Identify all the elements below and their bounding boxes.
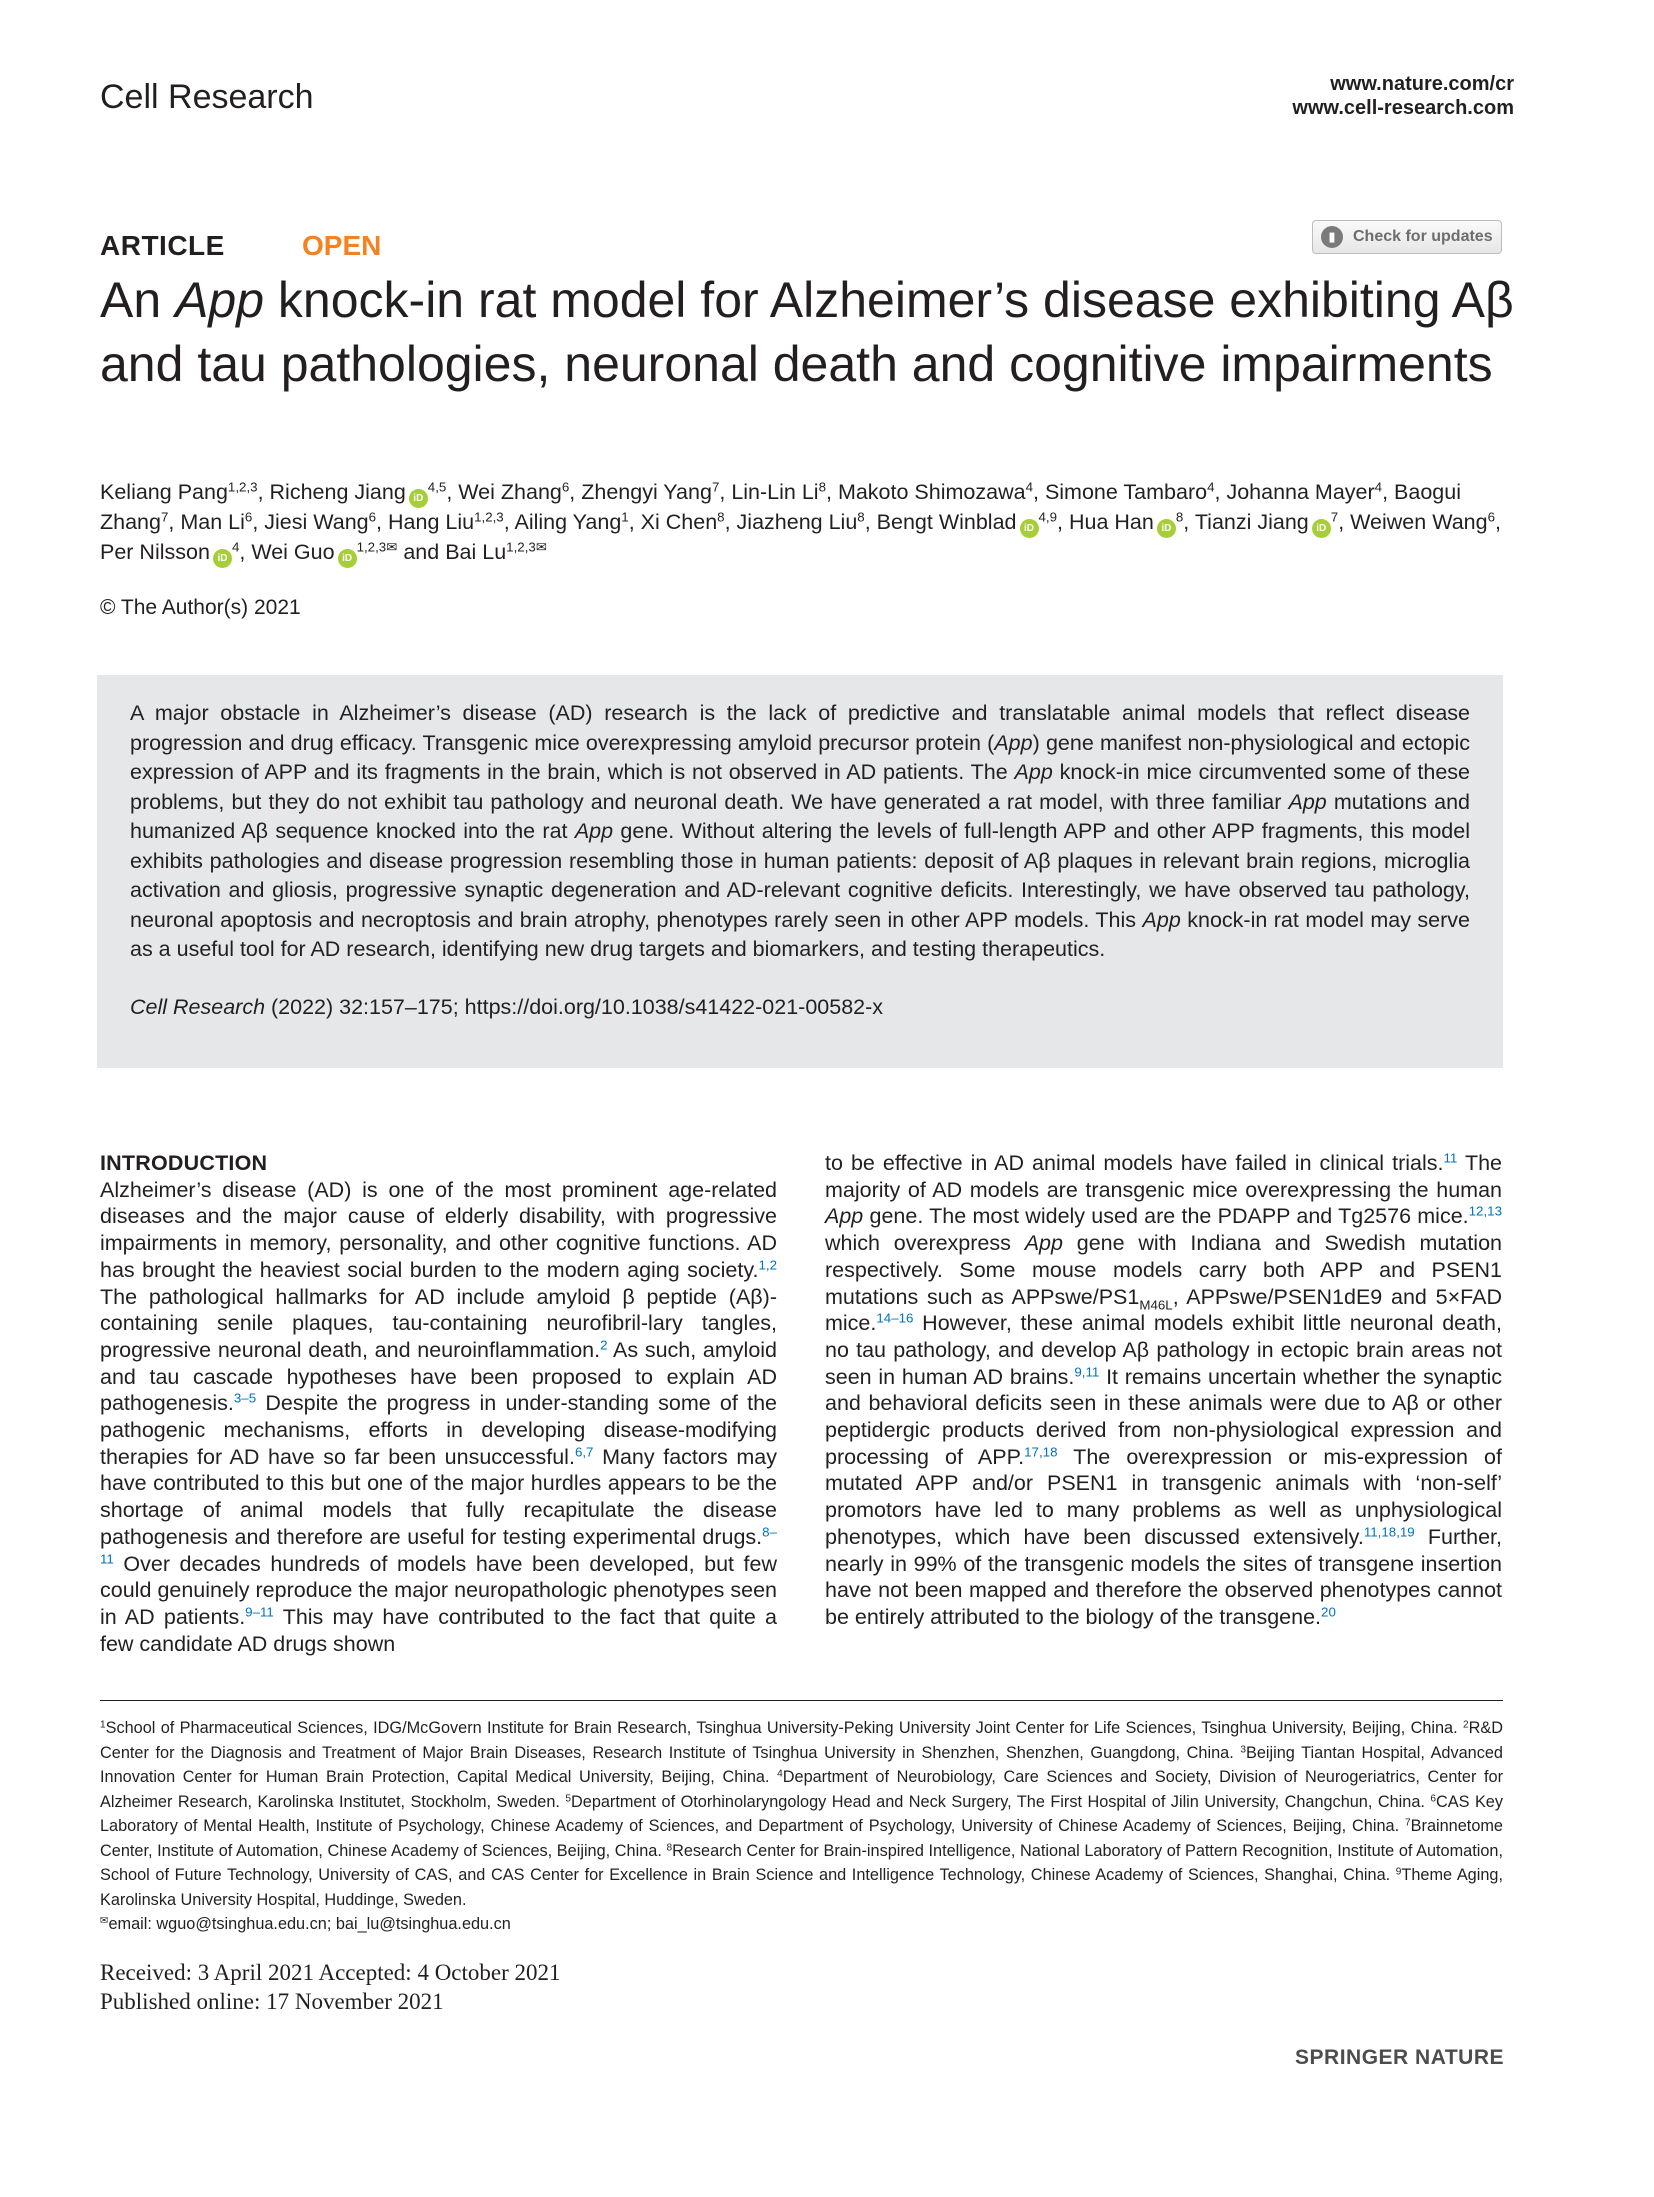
author-list: Keliang Pang$^{1,2,3}$, Richeng Jiang iD$^{4,5}$, Wei Zhang$^6$, Zhengyi Yang$^7$, Lin-Lin Li$^8$, Makoto Shimozawa$^4$, Simone Tambaro$^4$, Johanna Mayer$^4$, Baogui Zhang$^7$, Man Li$^6$, Jiesi Wang$^6$, Hang Liu$^{1,2,3}$, Ailing Yang$^1$, Xi Chen$^8$, Jiazheng Liu$^8$, Bengt Winblad iD$^{4,9}$, Hua Han $iD^8$, Tianzi Jiang $iD^7$, Weiwen Wang$^6$, Per Nilsson $iD^4$, Wei Guo $iD^{1,2,3✉}$ and Bai $Lu^{1,2,3✉}$	[100, 478, 1520, 568]
author-name[interactable]: Wei Zhang	[458, 480, 562, 504]
affiliation-number: 7	[1405, 1817, 1411, 1829]
copyright-notice: © The Author(s) 2021	[100, 596, 301, 619]
abstract-box	[97, 675, 1503, 1068]
affiliation-number: 3	[1240, 1743, 1246, 1755]
orcid-icon[interactable]: iD	[409, 489, 428, 508]
author-affiliation-marker: 7	[711, 479, 720, 495]
author-name[interactable]: Makoto Shimozawa	[837, 480, 1026, 504]
gene-name: App	[1288, 789, 1327, 814]
author-name[interactable]: Keliang Pang	[100, 480, 228, 504]
citation-line	[130, 995, 1470, 1020]
affiliation-number: 9	[1395, 1866, 1402, 1878]
bookmark-icon: ▮	[1321, 226, 1343, 248]
author-affiliation-marker: 7	[1330, 509, 1339, 525]
gene-name: App	[825, 1204, 864, 1229]
author-name[interactable]: Richeng Jiang	[269, 480, 406, 504]
abstract-text: A major obstacle in Alzheimer’s disease (AD) research is the lack of predictive and translatable animal models that reflect disease progression and drug efficacy. Transgenic mice overexpressing amyloid precursor protein (App) gene manifest non-physiological and ectopic expression of APP and its fragments in the brain, which is not observed in AD patients. The App knock-in mice circumvented some of these problems, but they do not exhibit tau pathology and neuronal death. We have generated a rat model, with three familiar App mutations and humanized Aβ sequence knocked into the rat App gene. Without altering the levels of full-length APP and other APP fragments, this model exhibits pathologies and disease progression resembling those in human patients: deposit of Aβ plaques in relevant brain regions, microglia activation and gliosis, progressive synaptic degeneration and AD-relevant cognitive deficits. Interestingly, we have observed tau pathology, neuronal apoptosis and necroptosis and brain atrophy, phenotypes rarely seen in other APP models. This App knock-in rat model may serve as a useful tool for AD research, identifying new drug targets and biomarkers, and testing therapeutics.	[130, 701, 1471, 961]
affiliation-text: R&D Center for the Diagnosis and Treatment of Major Brain Diseases, Research Institute of Tsinghua University in Shenzhen, Shenzhen, Guangdong, China.	[100, 1719, 1503, 1762]
article-type-label: ARTICLE	[100, 230, 225, 261]
orcid-icon[interactable]: iD	[1020, 519, 1039, 538]
author-affiliation-marker: 6	[1487, 509, 1495, 525]
author-affiliation-marker: 4	[1374, 479, 1383, 495]
intro-right-column: to be effective in AD animal models have failed in clinical trials.$^{11}$ The majority of AD models are transgenic mice overexpressing the human App gene. The most widely used are the PDAPP and Tg2576 mice.$^{12,13}$ which overexpress App gene with Indiana and Swedish mutation respectively. Some mouse models carry both APP and PSEN1 mutations such as APPswe/$PS1_{M46L}$, APPswe/PSEN1dE9 and 5×FAD mice.$^{14-16}$ However, these animal models exhibit little neuronal death, no tau pathology, and develop Aβ pathology in ectopic brain areas not seen in human AD brains.$^{9,11}$ It remains uncertain whether the synaptic and behavioral deficits seen in these animals were due to Aβ or other peptidergic products derived from non-physiological expression and processing of APP.$^{17,18}$ The overexpression or mis-expression of mutated APP and/or PSEN1 in transgenic animals with ‘non-self’ promotors have led to many problems as well as unphysiological phenotypes, which have been discussed extensively.$^{11,18,19}$ Further, nearly in 99% of the transgenic models the sites of transgene insertion have not been mapped and therefore the observed phenotypes cannot be entirely attributed to the biology of the transgene.$^{20}$	[825, 1150, 1503, 1629]
reference-link[interactable]: 20	[1321, 1604, 1336, 1620]
gene-name: App	[1024, 1231, 1063, 1256]
author-affiliation-marker: 4	[1025, 479, 1033, 495]
author-name[interactable]: Bengt Winblad	[876, 510, 1017, 534]
orcid-icon[interactable]: iD	[1312, 519, 1331, 538]
author-name[interactable]: Johanna Mayer	[1226, 480, 1375, 504]
email-line	[100, 1912, 1503, 1937]
author-affiliation-marker: 6	[368, 509, 377, 525]
author-name[interactable]: Jiazheng Liu	[736, 510, 858, 534]
orcid-icon[interactable]: iD	[338, 549, 357, 568]
author-name[interactable]: Xi Chen	[640, 510, 718, 534]
received-accepted-dates: Received: 3 April 2021 Accepted: 4 October 2021	[100, 1960, 561, 1985]
affiliation-text: Department of Otorhinolaryngology Head and Neck Surgery, The First Hospital of Jilin University, Changchun, China.	[571, 1792, 1431, 1811]
author-name[interactable]: Tianzi Jiang	[1194, 510, 1309, 534]
orcid-icon[interactable]: iD	[1157, 519, 1176, 538]
intro-left-column	[100, 1150, 777, 1657]
author-affiliation-marker: 8	[1175, 509, 1184, 525]
affiliation-text: CAS Key Laboratory of Mental Health, Institute of Psychology, Chinese Academy of Sciences, and Department of Psychology, University of Chinese Academy of Sciences, Beijing, China.	[100, 1792, 1503, 1835]
reference-link[interactable]: 14–16	[876, 1310, 914, 1326]
affiliation-number: 5	[565, 1792, 571, 1804]
check-for-updates-button[interactable]	[1312, 220, 1502, 254]
article-dates	[100, 1958, 561, 2016]
article-title: An App knock-in rat model for Alzheimer’s disease exhibiting Aβ and tau pathologies, neuronal death and cognitive impairments	[100, 272, 1514, 392]
author-name[interactable]: Simone Tambaro	[1044, 480, 1208, 504]
author-affiliation-marker: 4,9	[1038, 509, 1058, 525]
affiliations	[100, 1716, 1503, 1937]
author-name[interactable]: Baogui Zhang	[100, 480, 1461, 534]
affiliation-text: Beijing Tiantan Hospital, Advanced Innovation Center for Human Brain Protection, Capital Medical University, Beijing, China.	[100, 1743, 1503, 1786]
author-affiliation-marker: 4	[231, 539, 240, 555]
gene-name: App	[1142, 907, 1181, 932]
author-name[interactable]: Hang Liu	[388, 510, 475, 534]
envelope-icon: ✉	[100, 1915, 109, 1927]
affiliation-text: School of Pharmaceutical Sciences, IDG/McGovern Institute for Brain Research, Tsinghua University-Peking University Joint Center for Life Sciences, Tsinghua University, Beijing, China.	[105, 1719, 1463, 1737]
author-affiliation-marker: 1,2,3	[227, 479, 258, 495]
reference-link[interactable]: 11	[1443, 1150, 1458, 1166]
published-date: Published online: 17 November 2021	[100, 1989, 444, 2014]
author-name[interactable]: Zhengyi Yang	[581, 480, 712, 504]
open-access-label: OPEN	[302, 230, 382, 261]
author-name[interactable]: Man Li	[180, 510, 245, 534]
affiliation-number: 4	[777, 1768, 783, 1780]
affiliation-text: Brainnetome Center, Institute of Automation, Chinese Academy of Sciences, Beijing, China.	[100, 1817, 1503, 1860]
author-name[interactable]: Jiesi Wang	[264, 510, 369, 534]
reference-link[interactable]: 17,18	[1024, 1444, 1058, 1460]
gene-name: App	[574, 819, 614, 843]
author-affiliation-marker: 6	[244, 509, 253, 525]
author-affiliation-marker: 4	[1207, 479, 1215, 495]
affiliation-text: Theme Aging, Karolinska University Hospital, Huddinge, Sweden.	[100, 1866, 1503, 1909]
affiliation-text: Department of Neurobiology, Care Sciences and Society, Division of Neurogeriatrics, Center for Alzheimer Research, Karolinska Institutet, Stockholm, Sweden.	[100, 1768, 1503, 1811]
email-addresses[interactable]: email: wguo@tsinghua.edu.cn; bai_lu@tsinghua.edu.cn	[108, 1915, 511, 1933]
reference-link[interactable]: 11,18,19	[1363, 1524, 1415, 1540]
author-affiliation-marker: 8	[717, 509, 725, 525]
check-for-updates-label: Check for updates	[1353, 228, 1493, 245]
citation-journal: Cell Research	[130, 994, 266, 1019]
reference-link[interactable]: 1,2	[758, 1257, 777, 1273]
affiliation-number: 1	[100, 1719, 106, 1731]
reference-link[interactable]: 9,11	[1074, 1364, 1100, 1380]
orcid-icon[interactable]: iD	[213, 549, 232, 568]
author-affiliation-marker: 8	[857, 509, 865, 525]
reference-link[interactable]: 3–5	[233, 1391, 257, 1406]
affiliation-number: 6	[1430, 1792, 1436, 1804]
reference-link[interactable]: 9–11	[245, 1604, 274, 1620]
author-name[interactable]: Lin-Lin Li	[731, 480, 819, 504]
author-name[interactable]: Wei Guo	[251, 540, 335, 564]
author-affiliation-marker: 7	[160, 509, 169, 525]
affiliation-text: Research Center for Brain-inspired Intelligence, National Laboratory of Pattern Recognition, Institute of Automation, School of Future Technology, University of CAS, and CAS Center for Excellence in Brain Science and Intelligence Technology, Chinese Academy of Sciences, Shanghai, China.	[100, 1841, 1503, 1884]
author-affiliation-marker: 1,2,3✉	[356, 539, 398, 555]
journal-url-nature[interactable]: www.nature.com/cr	[1330, 73, 1514, 95]
journal-name: Cell Research	[100, 78, 314, 116]
author-name[interactable]: Weiwen Wang	[1350, 510, 1488, 534]
author-affiliation-marker: 1,2,3✉	[506, 539, 547, 555]
reference-link[interactable]: 6,7	[574, 1444, 594, 1460]
publisher-logo: SPRINGER NATURE	[1295, 2046, 1504, 2069]
journal-url-cell-research[interactable]: www.cell-research.com	[1292, 97, 1514, 119]
footnote-divider	[100, 1700, 1503, 1701]
reference-link[interactable]: 8–11	[100, 1524, 777, 1567]
reference-link[interactable]: 12,13	[1468, 1204, 1502, 1220]
author-name[interactable]: Ailing Yang	[514, 510, 622, 534]
author-affiliation-marker: 4,5	[427, 479, 447, 495]
author-affiliation-marker: 8	[818, 479, 826, 495]
citation-details[interactable]: (2022) 32:157–175; https://doi.org/10.1038/s41422-021-00582-x	[265, 994, 884, 1019]
author-name[interactable]: Bai Lu	[445, 540, 507, 564]
affiliation-number: 2	[1462, 1719, 1469, 1731]
reference-link[interactable]: 2	[600, 1337, 608, 1353]
author-name[interactable]: Hua Han	[1068, 510, 1154, 534]
mutation-subscript: M46L	[1139, 1296, 1173, 1312]
author-affiliation-marker: 1	[621, 509, 629, 525]
affiliation-list	[100, 1716, 1503, 1912]
journal-urls	[1292, 72, 1514, 120]
author-affiliation-marker: 6	[561, 479, 570, 495]
section-heading-introduction: INTRODUCTION	[100, 1151, 268, 1175]
gene-name: App	[994, 730, 1033, 755]
intro-left-text: Alzheimer’s disease (AD) is one of the most prominent age-related diseases and the major cause of elderly disability, with progressive impairments in memory, personality, and other cognitive functions. AD has brought the heaviest social burden to the modern aging society.$^{1,2}$ The pathological hallmarks for AD include amyloid β peptide (Aβ)-containing senile plaques, tau-containing neurofibril-lary tangles, progressive neuronal death, and neuroinflammation.$^2$ As such, amyloid and tau cascade hypotheses have been proposed to explain AD pathogenesis.$^{3-5}$ Despite the progress in under-standing some of the pathogenic mechanisms, efforts in developing disease-modifying therapies for AD have so far been unsuccessful.$^{6,7}$ Many factors may have contributed to this but one of the major hurdles appears to be the shortage of animal models that fully recapitulate the disease pathogenesis and therefore are useful for testing experimental drugs.$^{8-11}$ Over decades hundreds of models have been developed, but few could genuinely reproduce the major neuropathologic phenotypes seen in AD patients.$^{9-11}$ This may have contributed to the fact that quite a few candidate AD drugs shown	[100, 1177, 778, 1656]
gene-name: App	[1014, 760, 1053, 784]
author-name[interactable]: Per Nilsson	[100, 540, 210, 564]
author-affiliation-marker: 1,2,3	[474, 509, 504, 525]
affiliation-number: 8	[666, 1841, 673, 1853]
